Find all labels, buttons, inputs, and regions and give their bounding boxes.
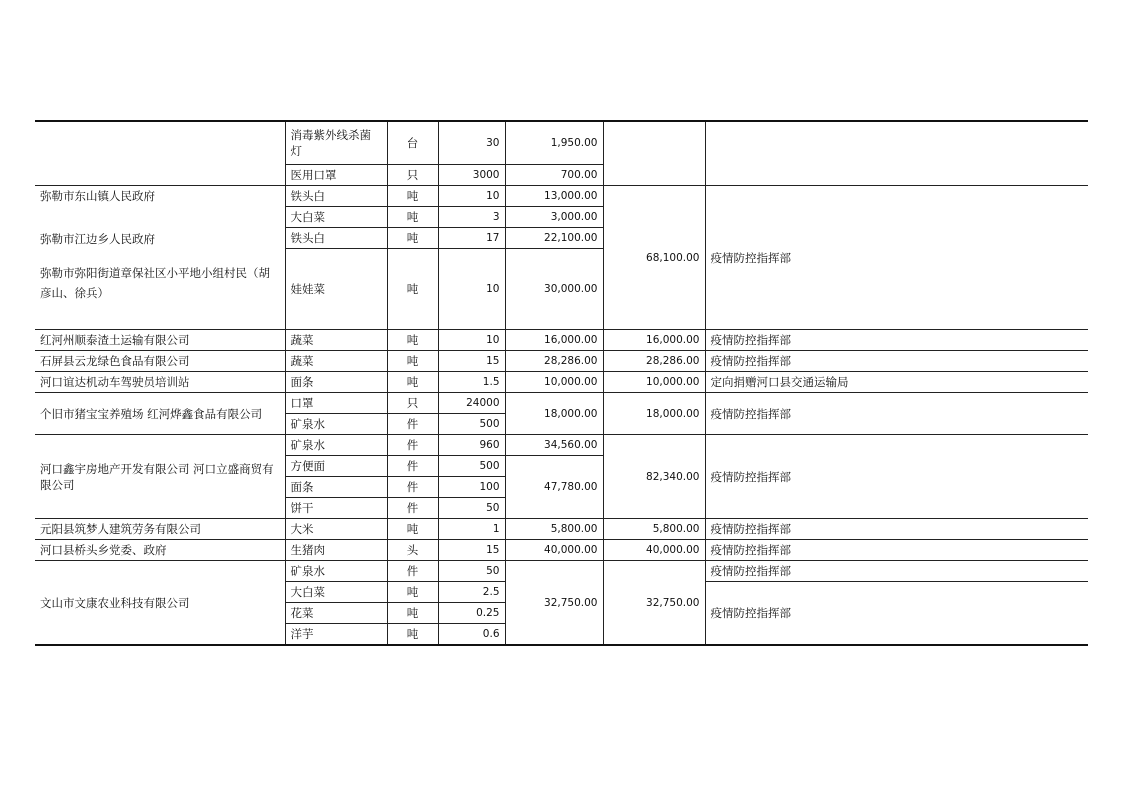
amount-cell: 1,950.00 [505, 121, 603, 165]
table-row [35, 351, 1088, 372]
amount-cell: 28,286.00 [505, 351, 603, 372]
qty-cell: 24000 [438, 393, 505, 414]
item-cell: 面条 [285, 477, 387, 498]
recipient-cell: 疫情防控指挥部 [705, 582, 1088, 646]
qty-cell: 10 [438, 330, 505, 351]
amount-cell: 34,560.00 [505, 435, 603, 456]
donor-cell: 河口县桥头乡党委、政府 [35, 540, 285, 561]
unit-cell: 只 [387, 393, 438, 414]
item-cell: 消毒紫外线杀菌灯 [285, 121, 387, 165]
item-cell: 面条 [285, 372, 387, 393]
item-cell: 矿泉水 [285, 435, 387, 456]
recipient-cell: 定向捐赠河口县交通运输局 [705, 372, 1088, 393]
donor-cell [35, 121, 285, 186]
total-cell: 82,340.00 [603, 435, 705, 519]
donor-name: 弥勒市东山镇人民政府 [40, 189, 155, 203]
donor-cell: 红河州顺泰渣土运输有限公司 [35, 330, 285, 351]
unit-cell: 吨 [387, 330, 438, 351]
unit-cell: 吨 [387, 582, 438, 603]
qty-cell: 0.25 [438, 603, 505, 624]
unit-cell: 头 [387, 540, 438, 561]
total-cell: 40,000.00 [603, 540, 705, 561]
amount-cell: 18,000.00 [505, 393, 603, 435]
recipient-cell: 疫情防控指挥部 [705, 330, 1088, 351]
item-cell: 花菜 [285, 603, 387, 624]
amount-cell: 30,000.00 [505, 249, 603, 330]
qty-cell: 500 [438, 456, 505, 477]
unit-cell: 吨 [387, 519, 438, 540]
recipient-cell: 疫情防控指挥部 [705, 561, 1088, 582]
table-row [35, 330, 1088, 351]
item-cell: 口罩 [285, 393, 387, 414]
table-row [35, 372, 1088, 393]
donor-cell [35, 393, 285, 435]
total-cell: 18,000.00 [603, 393, 705, 435]
item-cell: 铁头白 [285, 186, 387, 207]
qty-cell: 10 [438, 186, 505, 207]
amount-cell: 5,800.00 [505, 519, 603, 540]
recipient-cell: 疫情防控指挥部 [705, 186, 1088, 330]
donation-table [35, 120, 1088, 646]
qty-cell: 50 [438, 561, 505, 582]
table-row [35, 186, 1088, 207]
item-cell: 矿泉水 [285, 414, 387, 435]
unit-cell: 件 [387, 414, 438, 435]
unit-cell: 吨 [387, 372, 438, 393]
table-row [35, 435, 1088, 456]
qty-cell: 3000 [438, 165, 505, 186]
donor-cell: 元阳县筑梦人建筑劳务有限公司 [35, 519, 285, 540]
unit-cell: 件 [387, 456, 438, 477]
recipient-cell: 疫情防控指挥部 [705, 540, 1088, 561]
recipient-cell [705, 121, 1088, 186]
item-cell: 铁头白 [285, 228, 387, 249]
unit-cell: 件 [387, 477, 438, 498]
recipient-cell: 疫情防控指挥部 [705, 435, 1088, 519]
unit-cell: 件 [387, 498, 438, 519]
donor-name: 河口鑫宇房地产开发有限公司 [40, 461, 190, 476]
item-cell: 娃娃菜 [285, 249, 387, 330]
donor-name: 弥勒市弥阳街道章保社区小平地小组村民（胡彦山、徐兵） [40, 266, 270, 300]
donor-cell: 文山市文康农业科技有限公司 [35, 561, 285, 646]
qty-cell: 2.5 [438, 582, 505, 603]
table-row [35, 393, 1088, 414]
recipient-cell: 疫情防控指挥部 [705, 519, 1088, 540]
unit-cell: 吨 [387, 249, 438, 330]
unit-cell: 件 [387, 435, 438, 456]
amount-cell: 40,000.00 [505, 540, 603, 561]
qty-cell: 960 [438, 435, 505, 456]
item-cell: 医用口罩 [285, 165, 387, 186]
qty-cell: 15 [438, 540, 505, 561]
total-cell: 28,286.00 [603, 351, 705, 372]
item-cell: 蔬菜 [285, 351, 387, 372]
amount-cell: 32,750.00 [505, 561, 603, 646]
qty-cell: 15 [438, 351, 505, 372]
unit-cell: 件 [387, 561, 438, 582]
item-cell: 洋芋 [285, 624, 387, 646]
qty-cell: 30 [438, 121, 505, 165]
table-row [35, 561, 1088, 582]
total-cell: 5,800.00 [603, 519, 705, 540]
item-cell: 方便面 [285, 456, 387, 477]
unit-cell: 吨 [387, 207, 438, 228]
amount-cell: 13,000.00 [505, 186, 603, 207]
unit-cell: 吨 [387, 228, 438, 249]
item-cell: 矿泉水 [285, 561, 387, 582]
recipient-cell: 疫情防控指挥部 [705, 351, 1088, 372]
donor-cell [35, 435, 285, 519]
unit-cell: 只 [387, 165, 438, 186]
qty-cell: 10 [438, 249, 505, 330]
item-cell: 大白菜 [285, 582, 387, 603]
qty-cell: 50 [438, 498, 505, 519]
qty-cell: 1.5 [438, 372, 505, 393]
total-cell [603, 121, 705, 186]
qty-cell: 3 [438, 207, 505, 228]
amount-cell: 22,100.00 [505, 228, 603, 249]
unit-cell: 吨 [387, 624, 438, 646]
amount-cell: 10,000.00 [505, 372, 603, 393]
amount-cell: 47,780.00 [505, 456, 603, 519]
donor-cell: 河口谊达机动车驾驶员培训站 [35, 372, 285, 393]
donor-name: 河口立盛商贸有限公司 [40, 461, 274, 492]
unit-cell: 吨 [387, 186, 438, 207]
donor-name: 红河烨鑫食品有限公司 [147, 406, 263, 421]
item-cell: 蔬菜 [285, 330, 387, 351]
total-cell: 68,100.00 [603, 186, 705, 330]
donor-name: 弥勒市江边乡人民政府 [40, 232, 155, 246]
total-cell: 16,000.00 [603, 330, 705, 351]
recipient-cell: 疫情防控指挥部 [705, 393, 1088, 435]
amount-cell: 700.00 [505, 165, 603, 186]
qty-cell: 100 [438, 477, 505, 498]
unit-cell: 吨 [387, 603, 438, 624]
qty-cell: 0.6 [438, 624, 505, 646]
table-row [35, 540, 1088, 561]
table-row [35, 519, 1088, 540]
table-row [35, 121, 1088, 165]
qty-cell: 500 [438, 414, 505, 435]
total-cell: 10,000.00 [603, 372, 705, 393]
donor-name: 个旧市猪宝宝养殖场 [40, 406, 144, 421]
item-cell: 大白菜 [285, 207, 387, 228]
qty-cell: 17 [438, 228, 505, 249]
unit-cell: 吨 [387, 351, 438, 372]
unit-cell: 台 [387, 121, 438, 165]
total-cell: 32,750.00 [603, 561, 705, 646]
donor-cell [35, 186, 285, 330]
item-cell: 饼干 [285, 498, 387, 519]
qty-cell: 1 [438, 519, 505, 540]
item-cell: 生猪肉 [285, 540, 387, 561]
amount-cell: 3,000.00 [505, 207, 603, 228]
amount-cell: 16,000.00 [505, 330, 603, 351]
donor-cell: 石屏县云龙绿色食品有限公司 [35, 351, 285, 372]
item-cell: 大米 [285, 519, 387, 540]
